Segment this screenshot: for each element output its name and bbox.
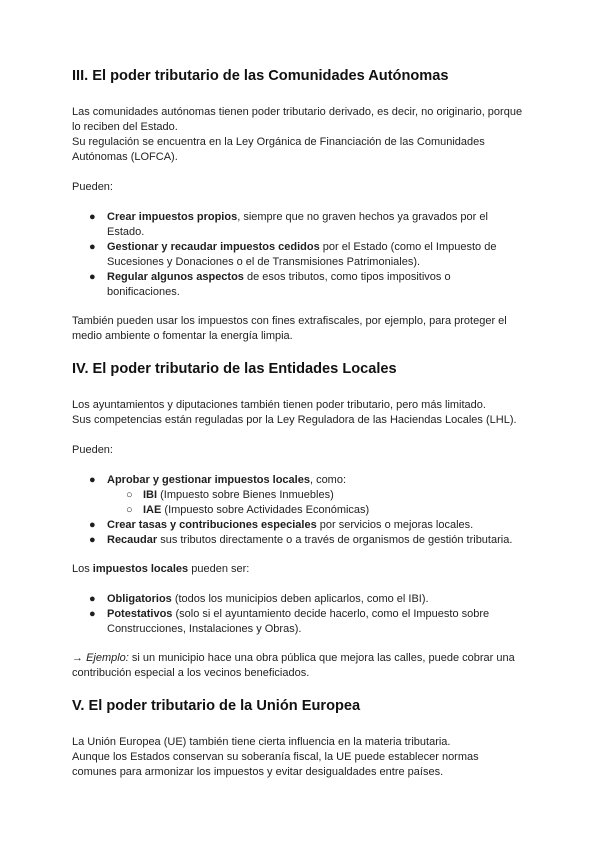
text-line: Aunque los Estados conservan su soberanía fiscal, la UE puede establecer normas (72, 751, 479, 763)
text-line: También pueden usar los impuestos con fines extrafiscales, por ejemplo, para proteger el (72, 315, 507, 327)
text: (todos los municipios deben aplicarlos, como el IBI). (171, 593, 429, 605)
bold-text: Aprobar y gestionar impuestos locales (107, 474, 310, 486)
text-line: La Unión Europea (UE) también tiene cierta influencia en la materia tributaria. (72, 736, 451, 748)
paragraph-pueden: Pueden: (72, 444, 113, 456)
paragraph-eu (72, 735, 532, 780)
bullet-icon: ● (89, 534, 96, 546)
text: Construcciones, Instalaciones y Obras). (107, 623, 302, 635)
paragraph-example (72, 651, 532, 681)
text-line: Autónomas (LOFCA). (72, 151, 178, 163)
list-ccaa-powers (72, 210, 532, 300)
bullet-icon: ● (89, 271, 96, 283)
text: por el Estado (como el Impuesto de (319, 241, 497, 253)
heading-section-4: IV. El poder tributario de las Entidades Locales (72, 361, 397, 377)
sublist-item (72, 488, 532, 503)
bold-text: Regular algunos aspectos (107, 271, 244, 283)
sublist-local-taxes (72, 488, 532, 518)
text: (Impuesto sobre Actividades Económicas) (161, 504, 370, 516)
bullet-icon: ● (89, 211, 96, 223)
text: de esos tributos, como tipos impositivos o (243, 271, 451, 283)
bold-text: Potestativos (107, 608, 173, 620)
list-item (72, 240, 532, 270)
list-local-powers-cont (72, 518, 532, 548)
bullet-icon: ● (89, 474, 96, 486)
list-item (72, 592, 532, 607)
bold-text: Gestionar y recaudar impuestos cedidos (107, 241, 320, 253)
text: sus tributos directamente o a través de organismos de gestión tributaria. (157, 534, 513, 546)
heading-section-5: V. El poder tributario de la Unión Europea (72, 698, 361, 714)
bold-text: Crear impuestos propios (107, 211, 238, 223)
text-line: contribución especial a los vecinos beneficiados. (72, 667, 310, 679)
list-item (72, 270, 532, 300)
paragraph-local-intro (72, 398, 532, 428)
text: Estado. (107, 226, 145, 238)
text: pueden ser: (188, 563, 250, 575)
bold-text: Obligatorios (107, 593, 172, 605)
text: , siempre que no graven hechos ya gravados por el (237, 211, 488, 223)
text-line: Los ayuntamientos y diputaciones también tienen poder tributario, pero más limitado. (72, 399, 486, 411)
bullet-icon: ● (89, 241, 96, 253)
paragraph-extrafiscal (72, 314, 532, 344)
text: bonificaciones. (107, 286, 180, 298)
list-item (72, 473, 532, 488)
italic-text: Ejemplo: (86, 652, 129, 664)
bold-text: IAE (143, 504, 162, 516)
arrow-icon: → (72, 652, 87, 664)
text: Los (72, 563, 93, 575)
paragraph-local-taxes (72, 562, 532, 577)
text-line: Sus competencias están reguladas por la Ley Reguladora de las Haciendas Locales (LHL). (72, 414, 517, 426)
sublist-item (72, 503, 532, 518)
text: (Impuesto sobre Bienes Inmuebles) (157, 489, 334, 501)
text: por servicios o mejoras locales. (316, 519, 474, 531)
document-content (72, 66, 532, 795)
bold-text: IBI (143, 489, 158, 501)
paragraph-ccaa-intro (72, 105, 532, 165)
list-item (72, 533, 532, 548)
list-local-powers (72, 473, 532, 488)
bullet-icon: ● (89, 593, 96, 605)
text: si un municipio hace una obra pública que mejora las calles, puede cobrar una (128, 652, 515, 664)
text: (solo si el ayuntamiento decide hacerlo, como el Impuesto sobre (172, 608, 490, 620)
text-line: lo reciben del Estado. (72, 121, 178, 133)
list-item (72, 607, 532, 637)
bold-text: Crear tasas y contribuciones especiales (107, 519, 317, 531)
bullet-icon: ● (89, 608, 96, 620)
list-item (72, 518, 532, 533)
text-line: comunes para armonizar los impuestos y evitar desigualdades entre países. (72, 766, 444, 778)
bold-text: Recaudar (107, 534, 158, 546)
text: Sucesiones y Donaciones o el de Transmisiones Patrimoniales). (107, 256, 421, 268)
list-local-tax-types (72, 592, 532, 637)
bold-text: impuestos locales (92, 563, 189, 575)
text: , como: (309, 474, 347, 486)
circle-bullet-icon: ○ (126, 504, 133, 516)
text-line: Las comunidades autónomas tienen poder tributario derivado, es decir, no originario, porque (72, 106, 523, 118)
list-item (72, 210, 532, 240)
paragraph-pueden: Pueden: (72, 181, 113, 193)
text-line: Su regulación se encuentra en la Ley Orgánica de Financiación de las Comunidades (72, 136, 485, 148)
bullet-icon: ● (89, 519, 96, 531)
text-line: medio ambiente o fomentar la energía limpia. (72, 330, 293, 342)
heading-section-3: III. El poder tributario de las Comunidades Autónomas (72, 68, 449, 84)
circle-bullet-icon: ○ (126, 489, 133, 501)
